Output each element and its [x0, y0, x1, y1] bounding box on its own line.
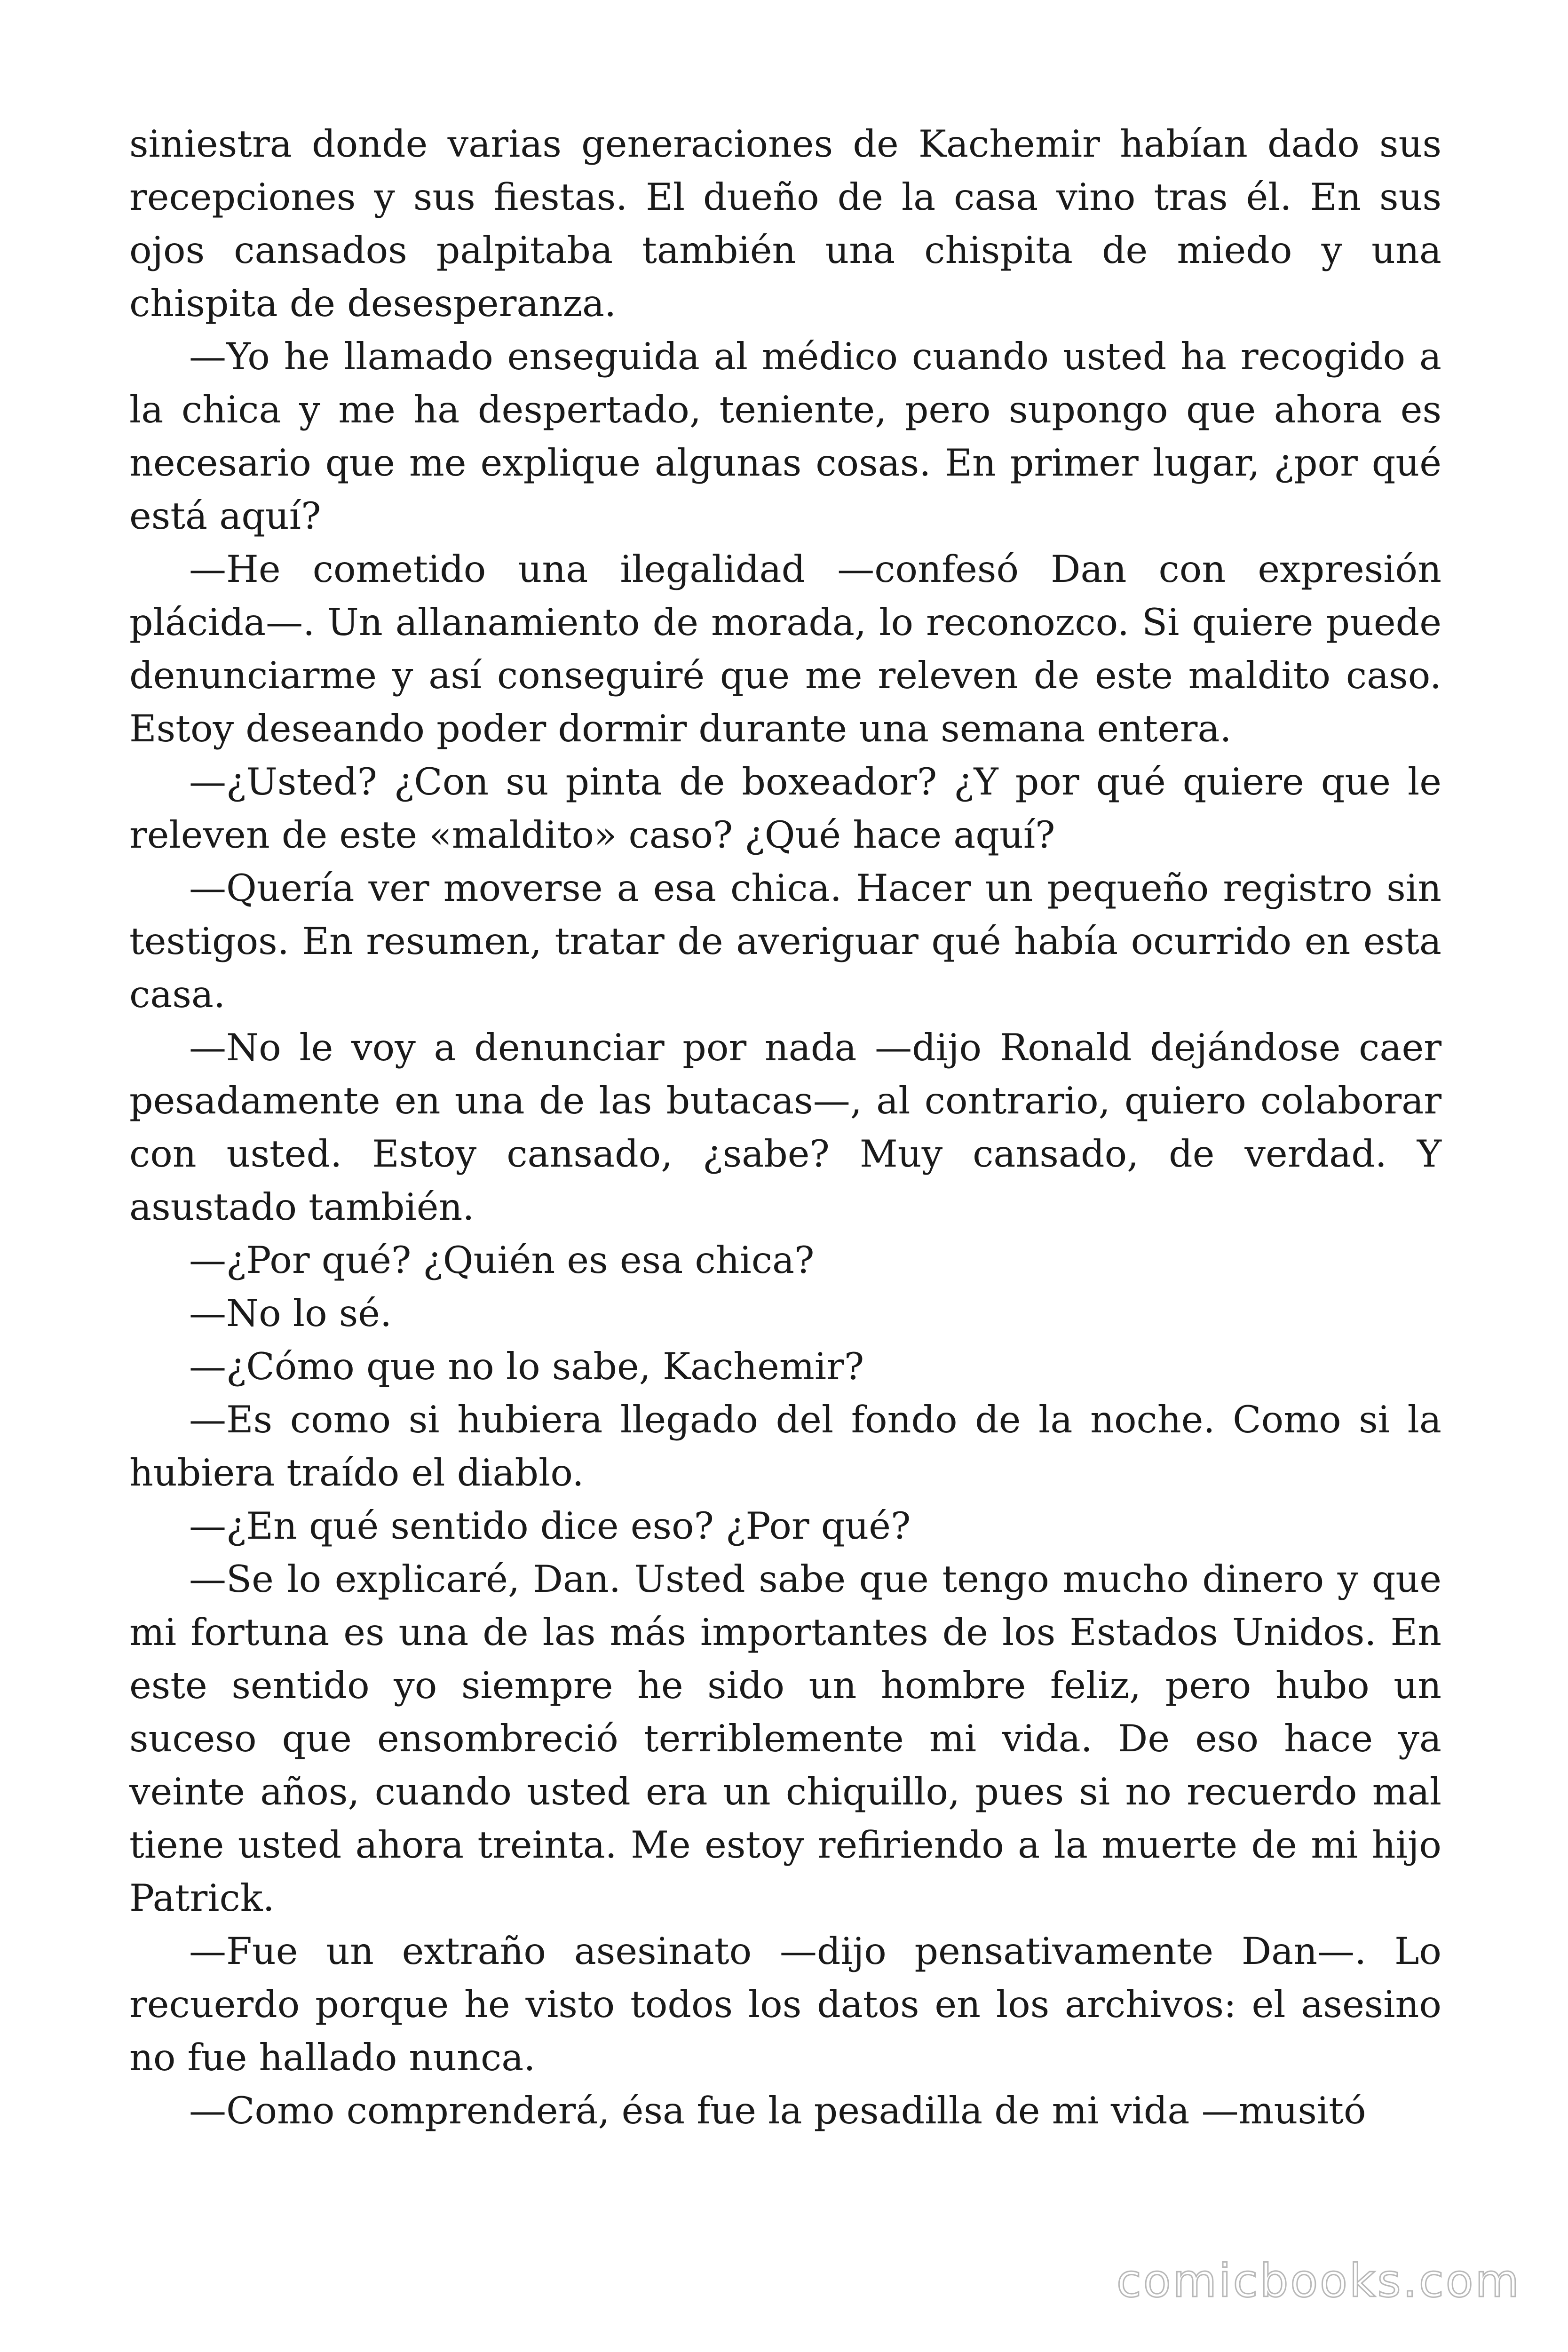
book-page-text [129, 118, 1441, 2137]
paragraph: —¿Usted? ¿Con su pinta de boxeador? ¿Y por qué quiere que le releven de este «maldito» caso? ¿Qué hace aquí? [129, 760, 1441, 857]
paragraph: siniestra donde varias generaciones de Kachemir habían dado sus recepciones y sus fiestas. El dueño de la casa vino tras él. En sus ojos cansados palpitaba también una chispita de miedo y una chispita de desesperanza. [129, 122, 1441, 325]
paragraph: —¿Por qué? ¿Quién es esa chica? [189, 1239, 815, 1282]
paragraph: —Fue un extraño asesinato —dijo pensativamente Dan—. Lo recuerdo porque he visto todos los datos en los archivos: el asesino no fue hallado nunca. [129, 1930, 1441, 2079]
paragraph: —¿En qué sentido dice eso? ¿Por qué? [189, 1504, 911, 1548]
paragraph: —No le voy a denunciar por nada —dijo Ronald dejándose caer pesadamente en una de las butacas—, al contrario, quiero colaborar con usted. Estoy cansado, ¿sabe? Muy cansado, de verdad. Y asustado también. [129, 1026, 1441, 1229]
paragraph: —Como comprenderá, ésa fue la pesadilla de mi vida —musitó [189, 2089, 1366, 2132]
paragraph: —Es como si hubiera llegado del fondo de la noche. Como si la hubiera traído el diablo. [129, 1398, 1441, 1494]
paragraph: —He cometido una ilegalidad —confesó Dan con expresión plácida—. Un allanamiento de morada, lo reconozco. Si quiere puede denunciarme y así conseguiré que me releven de este maldito caso. Estoy deseando poder dormir durante una semana entera. [129, 548, 1441, 750]
paragraph: —No lo sé. [189, 1292, 392, 1335]
paragraph: —Quería ver moverse a esa chica. Hacer un pequeño registro sin testigos. En resumen, tratar de averiguar qué había ocurrido en esta casa. [129, 866, 1441, 1016]
paragraph: —¿Cómo que no lo sabe, Kachemir? [189, 1345, 864, 1388]
paragraph: —Yo he llamado enseguida al médico cuando usted ha recogido a la chica y me ha despertado, teniente, pero supongo que ahora es necesario que me explique algunas cosas. En primer lugar, ¿por qué está aquí? [129, 335, 1441, 538]
paragraph: —Se lo explicaré, Dan. Usted sabe que tengo mucho dinero y que mi fortuna es una de las más importantes de los Estados Unidos. En este sentido yo siempre he sido un hombre feliz, pero hubo un suceso que ensombreció terriblemente mi vida. De eso hace ya veinte años, cuando usted era un chiquillo, pues si no recuerdo mal tiene usted ahora treinta. Me estoy refiriendo a la muerte de mi hijo Patrick. [129, 1557, 1441, 1920]
watermark: comicbooks.com [1116, 2255, 1521, 2307]
